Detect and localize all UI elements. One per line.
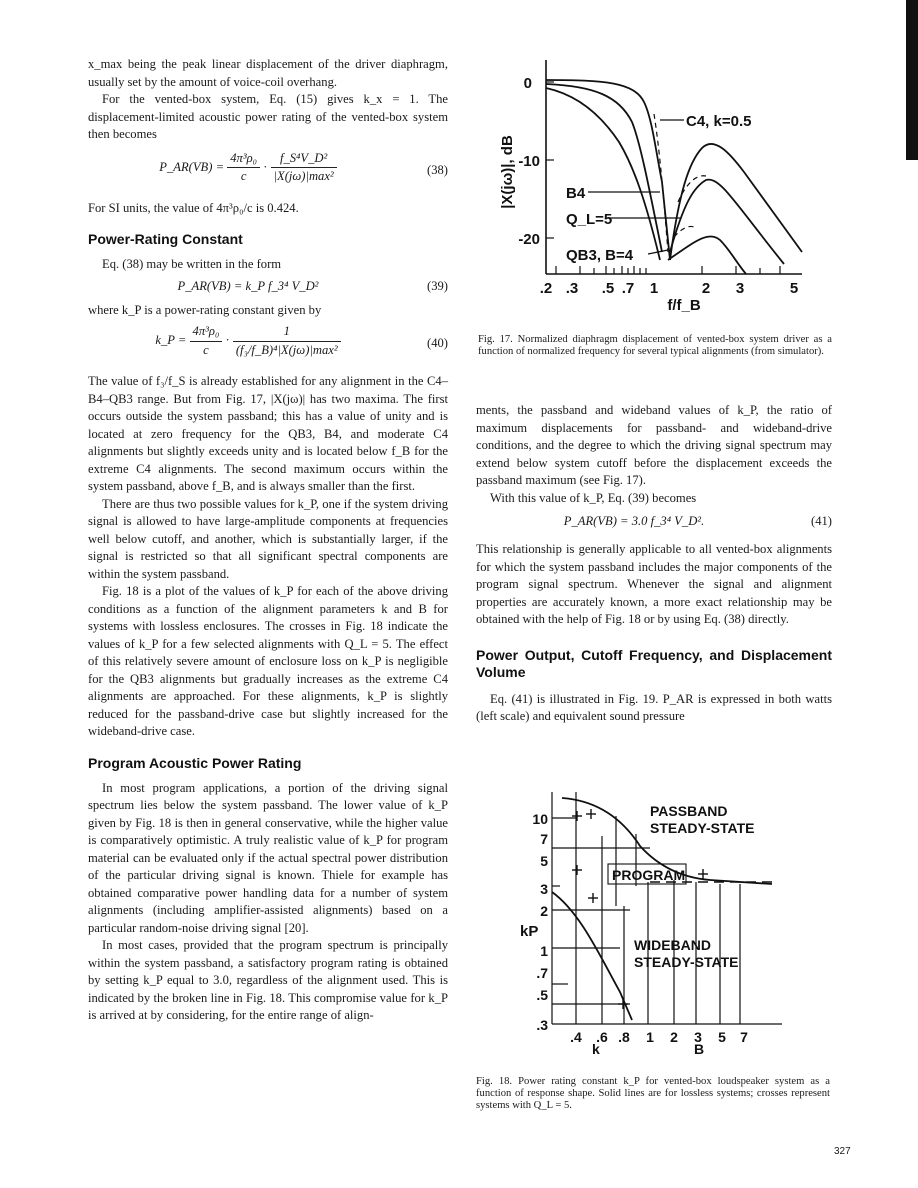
equation-39 [88, 278, 448, 300]
section-heading: Power Output, Cutoff Frequency, and Displacement Volume [476, 646, 832, 680]
paragraph: The value of f₃/f_S is already established for any alignment in the C4–B4–QB3 range. But from Fig. 17, |X(jω)| has two maxima. The first occurs outside the system passband; this has a value of unity and is located at zero frequency for the QB3, B4, and moderate C4 alignments but slightly exceeds unity and is located below f_B for the extreme C4 alignments. The second maximum occurs within the system passband, above f_B, and is always smaller than the first. [88, 374, 448, 493]
x-tick-label-k: .6 [596, 1029, 608, 1045]
y-tick-label: 5 [540, 853, 548, 869]
paragraph: There are thus two possible values for k_P, one if the system driving signal is allowed to have large-amplitude components at frequencies well below cutoff, and another, which is substantially larger, if the signal is restricted so that all significant spectral components are within the system passband. [88, 496, 448, 581]
paragraph: x_max being the peak linear displacement of the driver diaphragm, usually set by the amount of voice-coil overhang. [88, 57, 448, 89]
equation-41 [476, 513, 832, 535]
equation-38: P_AR(VB) = $\frac{\text{4π³ρ₀}}{c}$ · $\frac{\text{f\_S⁴V\_D²}}{\text{|X(jω)|max²}}$ (38) [88, 150, 448, 196]
right-column [476, 402, 832, 726]
x-tick-label: .7 [621, 280, 635, 297]
y-tick-label: 3 [540, 881, 548, 897]
y-tick-label: 1 [540, 943, 548, 959]
numerator: 4π³ρ₀ [190, 323, 223, 342]
curves [546, 80, 802, 274]
numerator: f_S⁴V_D² [271, 150, 337, 169]
curve-label: WIDEBAND [634, 937, 711, 953]
x-tick-label: 3 [735, 280, 745, 297]
y-tick-label: -20 [518, 231, 540, 248]
curve-b4-high [670, 180, 784, 264]
x-tick-label-b: 2 [670, 1029, 678, 1045]
curve-label: PASSBAND [650, 803, 728, 819]
curve-label: PROGRAM [612, 867, 686, 883]
curve-qb3-high [668, 236, 746, 274]
section-heading: Power-Rating Constant [88, 231, 243, 247]
paragraph: Eq. (38) may be written in the form [102, 257, 282, 271]
x-tick-label: .3 [565, 280, 579, 297]
curve-label: B4 [566, 185, 586, 202]
paragraph: For SI units, the value of 4π³ρ₀/c is 0.424. [88, 200, 299, 215]
curve-label: STEADY-STATE [650, 820, 755, 836]
page-number: 327 [834, 1146, 851, 1157]
equation-40: k_P = $\frac{\text{4π³ρ₀}}{c}$ · $\frac{1}{\text{(f₃/f\_B)⁴|X(jω)|max²}}$ (40) [88, 323, 448, 369]
paragraph: In most cases, provided that the program spectrum is principally within the system passband, a satisfactory program rating is obtained by setting k_P equal to 3.0, regardless of the alignment used. This is indicated by the broken line in Fig. 18. This compromise value for k_P is arrived at by considering, for the entire range of align- [88, 938, 448, 1022]
x-tick-label-b: 1 [646, 1029, 654, 1045]
fraction [190, 323, 223, 359]
denominator: (f₃/f_B)⁴|X(jω)|max² [235, 342, 338, 357]
page-edge-bar [906, 0, 918, 160]
paragraph: For the vented-box system, Eq. (15) gives k_x = 1. The displacement-limited acoustic power rating of the vented-box system then becomes [88, 92, 448, 141]
x-tick-label: .5 [601, 280, 615, 297]
x-tick-label-k: .4 [570, 1029, 582, 1045]
left-column [88, 56, 448, 1025]
y-tick-label: .7 [536, 965, 548, 981]
x-tick-label: 5 [789, 280, 799, 297]
fraction [271, 150, 337, 186]
crosses [572, 809, 708, 1009]
curve-label: QB3, B=4 [566, 247, 634, 264]
y-tick-label: 0 [523, 75, 532, 92]
x-ticks [556, 266, 780, 274]
fraction [227, 150, 260, 186]
x-tick-label-b: 5 [718, 1029, 726, 1045]
section-heading: Program Acoustic Power Rating [88, 754, 302, 771]
denominator: c [240, 169, 247, 183]
y-tick-label: .3 [536, 1017, 548, 1033]
figure-18-caption: Fig. 18. Power rating constant k_P for vented-box loudspeaker system as a function of response shape. Solid lines are for lossless systems; crosses represent systems with Q_L = 5. [476, 1076, 830, 1111]
y-ticks [546, 82, 554, 238]
eq-lhs: P_AR(VB) = [159, 159, 225, 174]
paragraph: Fig. 18 is a plot of the values of k_P for each of the above driving conditions as a function of the alignment parameters k and B for systems with lossless enclosures. The crosses in Fig. 18 indicate the values of k_P for a few selected alignments with Q_L = 5. The effect of this relatively severe amount of enclosure loss on k_P is negligible for the QB3 alignments but gradually increases as the extreme C4 alignments are approached. For these alignments, k_P is slightly reduced for the passband-drive case but slightly increased for the wideband-drive case. [88, 584, 448, 738]
curve-label: STEADY-STATE [634, 954, 739, 970]
fraction [233, 323, 341, 359]
figure-18-plot [510, 786, 830, 1056]
numerator: 1 [233, 323, 341, 342]
paragraph: Eq. (41) is illustrated in Fig. 19. P_AR is expressed in both watts (left scale) and equivalent sound pressure [476, 691, 832, 723]
x-axis-label-b: B [694, 1041, 705, 1056]
y-tick-label: -10 [518, 153, 540, 170]
y-axis-label: kP [520, 923, 539, 940]
x-axis-label-k: k [592, 1041, 600, 1056]
figure-17 [478, 52, 832, 357]
denominator: c [203, 342, 209, 357]
denominator: |X(jω)|max² [273, 169, 334, 183]
equation-text: P_AR(VB) = k_P f_3⁴ V_D² [177, 278, 319, 293]
figure-17-plot [484, 52, 832, 312]
y-tick-label: 10 [532, 811, 548, 827]
paragraph: In most program applications, a portion of the driving signal spectrum lies below the system passband. The lower value of k_P given by Fig. 18 is then in general conservative, while the higher value is comparatively optimistic. A truly realistic value of k_P for program material can be evaluated only if the actual spectral power distribution of the particular driving signal is known. Thiele for example has obtained comparative power handling data for a number of system alignments (including amplifier-assisted alignments) based on a particular random-noise driving signal [20]. [88, 780, 448, 935]
paragraph: ments, the passband and wideband values of k_P, the ratio of maximum displacements for passband- and wideband-drive conditions, and the degree to which the driving signal spectrum may extend below system cutoff before the displacement exceeds the passband maximum (see Fig. 17). [476, 403, 832, 487]
curve-label: C4, k=0.5 [686, 113, 752, 130]
paragraph: where k_P is a power-rating constant given by [88, 302, 322, 317]
curve-qb3 [546, 88, 660, 260]
equation-text: P_AR(VB) = 3.0 f_3⁴ V_D². [563, 514, 705, 528]
x-tick-label: .2 [539, 280, 553, 297]
numerator: 4π³ρ₀ [227, 150, 260, 169]
y-tick-label: .5 [536, 987, 548, 1003]
figure-17-caption: Fig. 17. Normalized diaphragm displacement of vented-box system driver as a function of normalized frequency for several typical alignments (from simulator). [478, 334, 832, 357]
x-tick-label-b: 3 [694, 1029, 702, 1045]
paragraph: This relationship is generally applicable to all vented-box alignments for which the system passband includes the major components of the program signal spectrum. Whenever the signal and alignment properties are accurately known, a more exact relationship may be obtained with the help of Fig. 18 or by using Eq. (38) directly. [476, 542, 832, 626]
x-tick-label-b: 7 [740, 1029, 748, 1045]
x-tick-label-k: .8 [618, 1029, 630, 1045]
x-axis-label: f/f_B [667, 297, 701, 312]
x-tick-label: 2 [701, 280, 711, 297]
equation-number: (39) [427, 278, 448, 293]
y-tick-label: 2 [540, 903, 548, 919]
equation-number: (40) [427, 336, 448, 350]
figure-18 [476, 786, 830, 1126]
curve-label: Q_L=5 [566, 211, 613, 228]
x-tick-label: 1 [649, 280, 659, 297]
eq-lhs: k_P = [155, 332, 187, 347]
equation-number: (38) [427, 162, 448, 177]
y-tick-label: 7 [540, 831, 548, 847]
curve-c4 [546, 80, 670, 260]
equation-number: (41) [811, 514, 832, 528]
y-axis-label: |X(jω)|, dB [499, 135, 516, 209]
wideband-curve [552, 892, 632, 1020]
paragraph: With this value of k_P, Eq. (39) becomes [490, 490, 697, 505]
